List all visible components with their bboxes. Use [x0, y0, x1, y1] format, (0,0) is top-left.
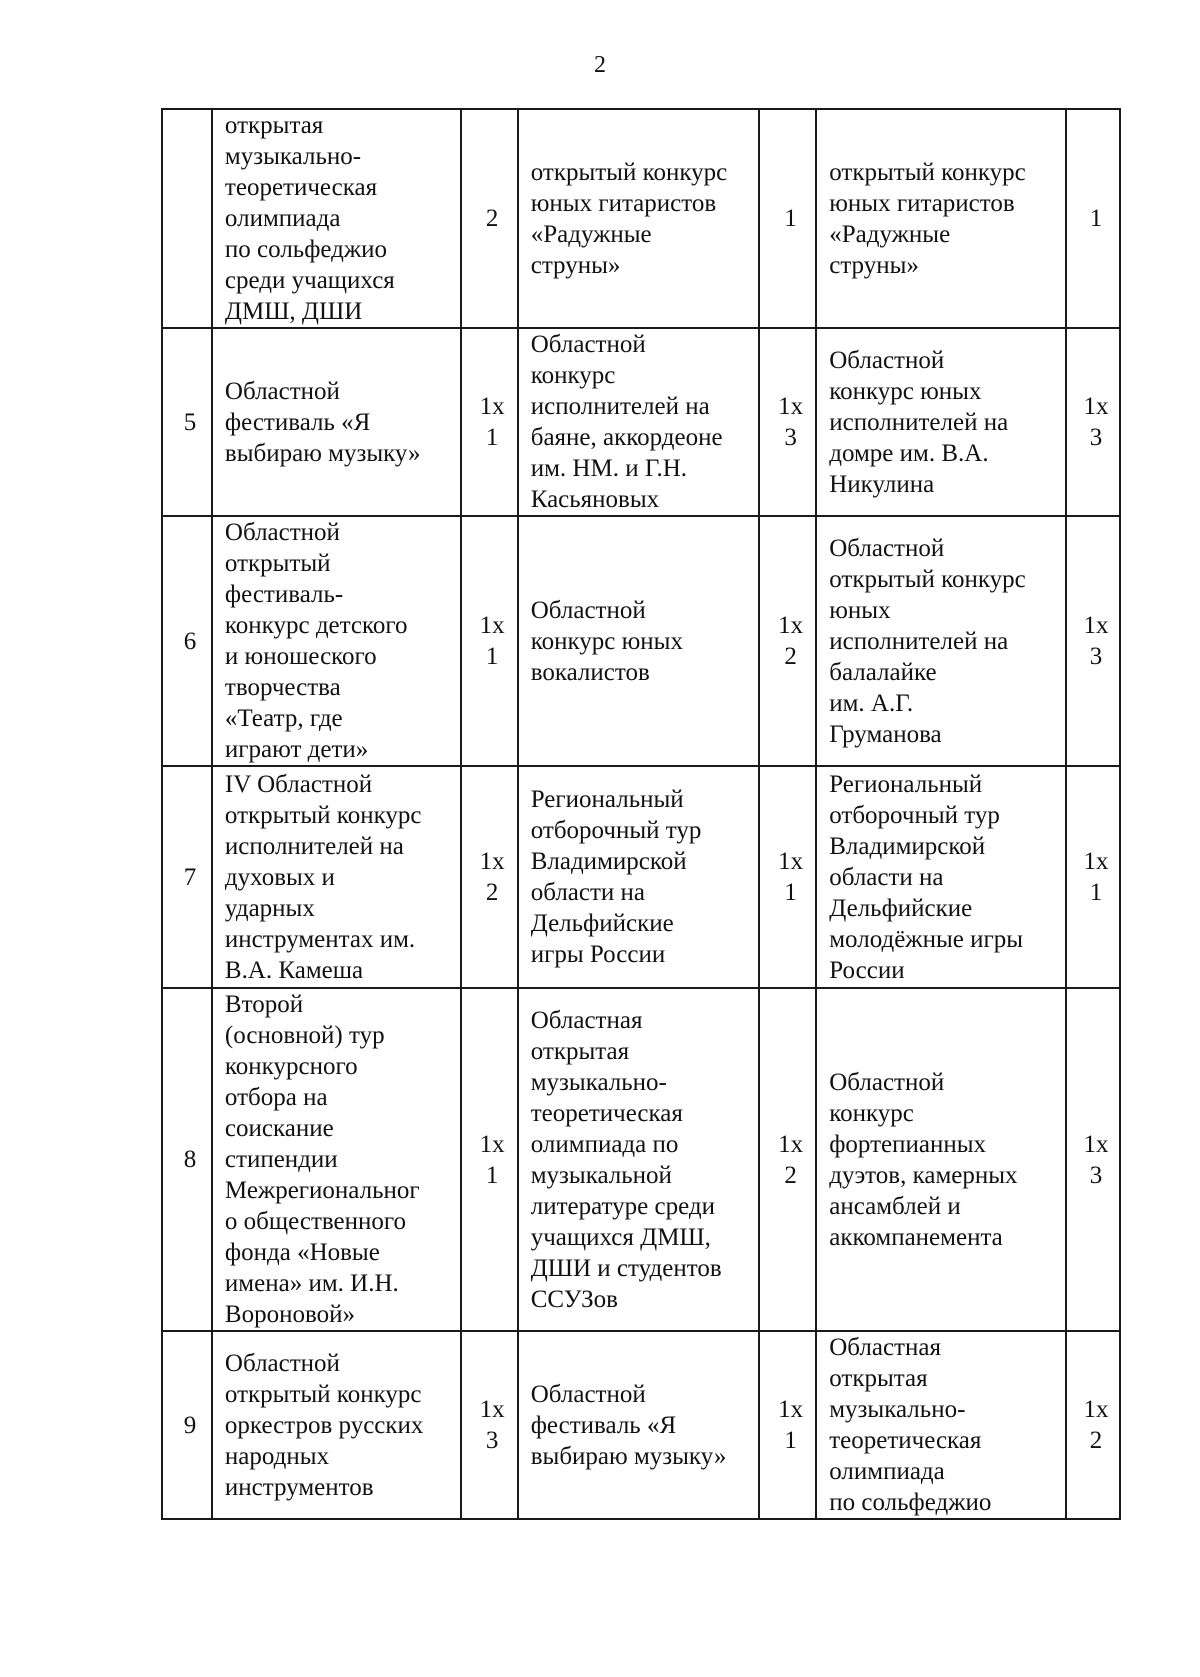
row-number: 6	[162, 516, 212, 766]
event-cell-3	[816, 328, 1066, 516]
event-text: Областной конкурс исполнителей на баяне, аккордеоне им. НМ. и Г.Н. Касьяновых	[530, 331, 723, 513]
score-text: 1х 1	[1083, 848, 1109, 906]
score-text: 1х 1	[778, 1396, 804, 1454]
score-cell-1	[461, 328, 518, 516]
event-cell-2	[518, 1331, 759, 1519]
row-number	[162, 109, 212, 328]
table-row	[162, 988, 1120, 1331]
score-text: 1х 3	[1083, 612, 1109, 670]
score-cell-1	[461, 766, 518, 988]
score-text: 1х 2	[1083, 1396, 1109, 1454]
row-number: 5	[162, 328, 212, 516]
event-cell-3	[816, 1331, 1066, 1519]
event-cell-2	[518, 109, 759, 328]
score-cell-2	[759, 516, 816, 766]
score-cell-1	[461, 109, 518, 328]
event-cell-1	[212, 988, 461, 1331]
event-text: Второй (основной) тур конкурсного отбора на соискание стипендии Межрегиональног о общественного фонда «Новые имена» им. И.Н. Вороновой»	[224, 991, 420, 1328]
score-text: 2	[485, 205, 499, 232]
score-text: 1х 3	[778, 393, 804, 451]
event-cell-1	[212, 109, 461, 328]
event-cell-2	[518, 516, 759, 766]
score-cell-3	[1066, 328, 1120, 516]
row-number: 9	[162, 1331, 212, 1519]
table-row	[162, 109, 1120, 328]
score-cell-1	[461, 516, 518, 766]
event-cell-1	[212, 766, 461, 988]
table-row	[162, 1331, 1120, 1519]
event-text: Областная открытая музыкально- теоретическая олимпиада по музыкальной литературе среди учащихся ДМШ, ДШИ и студентов ССУЗов	[530, 1006, 722, 1313]
score-text: 1х 1	[479, 612, 505, 670]
row-number: 8	[162, 988, 212, 1331]
event-text: Областной открытый конкурс оркестров русских народных инструментов	[224, 1349, 424, 1501]
score-text: 1х 3	[1083, 1130, 1109, 1189]
score-cell-2	[759, 988, 816, 1331]
event-text: Региональный отборочный тур Владимирской области на Дельфийские игры России	[530, 786, 702, 968]
event-text: Областной открытый конкурс юных исполнителей на балалайке им. А.Г. Груманова	[829, 534, 1026, 748]
score-cell-2	[759, 328, 816, 516]
score-cell-1	[461, 988, 518, 1331]
score-cell-3	[1066, 988, 1120, 1331]
score-cell-2	[759, 109, 816, 328]
page-number: 2	[594, 52, 606, 78]
score-text: 1х 1	[778, 848, 804, 906]
event-cell-3	[816, 516, 1066, 766]
score-cell-3	[1066, 766, 1120, 988]
score-text: 1х 2	[479, 848, 505, 906]
score-cell-3	[1066, 1331, 1120, 1519]
event-text: Областная открытая музыкально- теоретическая олимпиада по сольфеджио	[829, 1334, 992, 1516]
event-text: открытый конкурс юных гитаристов «Радужные струны»	[829, 158, 1026, 279]
table-row	[162, 766, 1120, 988]
event-text: IV Областной открытый конкурс исполнителей на духовых и ударных инструментах им. В.А. Камеша	[224, 770, 422, 984]
event-text: Областной конкурс юных исполнителей на домре им. В.А. Никулина	[829, 346, 1009, 498]
event-text: открытый конкурс юных гитаристов «Радужные струны»	[530, 158, 728, 279]
score-text: 1х 2	[778, 612, 804, 670]
event-cell-1	[212, 516, 461, 766]
event-text: Областной конкурс фортепианных дуэтов, камерных ансамблей и аккомпанемента	[829, 1068, 1018, 1251]
event-cell-1	[212, 1331, 461, 1519]
score-text: 1х 1	[479, 1130, 505, 1189]
event-text: открытая музыкально- теоретическая олимпиада по сольфеджио среди учащихся ДМШ, ДШИ	[224, 112, 395, 325]
score-cell-2	[759, 1331, 816, 1519]
event-cell-1	[212, 328, 461, 516]
event-cell-3	[816, 109, 1066, 328]
table-row	[162, 516, 1120, 766]
score-text: 1	[784, 205, 797, 232]
event-text: Региональный отборочный тур Владимирской области на Дельфийские молодёжные игры России	[829, 770, 1024, 984]
score-cell-3	[1066, 516, 1120, 766]
score-text: 1х 3	[479, 1396, 505, 1454]
event-cell-3	[816, 988, 1066, 1331]
event-text: Областной открытый фестиваль- конкурс детского и юношеского творчества «Театр, где играют дети»	[224, 519, 408, 763]
score-text: 1х 3	[1083, 393, 1109, 451]
score-cell-3	[1066, 109, 1120, 328]
score-cell-2	[759, 766, 816, 988]
event-text: Областной конкурс юных вокалистов	[530, 596, 683, 686]
event-cell-2	[518, 766, 759, 988]
event-cell-2	[518, 328, 759, 516]
table-row	[162, 328, 1120, 516]
row-number: 7	[162, 766, 212, 988]
event-cell-3	[816, 766, 1066, 988]
event-text: Областной фестиваль «Я выбираю музыку»	[224, 377, 421, 467]
event-text: Областной фестиваль «Я выбираю музыку»	[530, 1380, 727, 1470]
competitions-table	[161, 108, 1121, 1520]
score-text: 1х 1	[479, 393, 505, 451]
score-cell-1	[461, 1331, 518, 1519]
event-cell-2	[518, 988, 759, 1331]
score-text: 1	[1089, 205, 1103, 232]
score-text: 1х 2	[778, 1130, 804, 1189]
